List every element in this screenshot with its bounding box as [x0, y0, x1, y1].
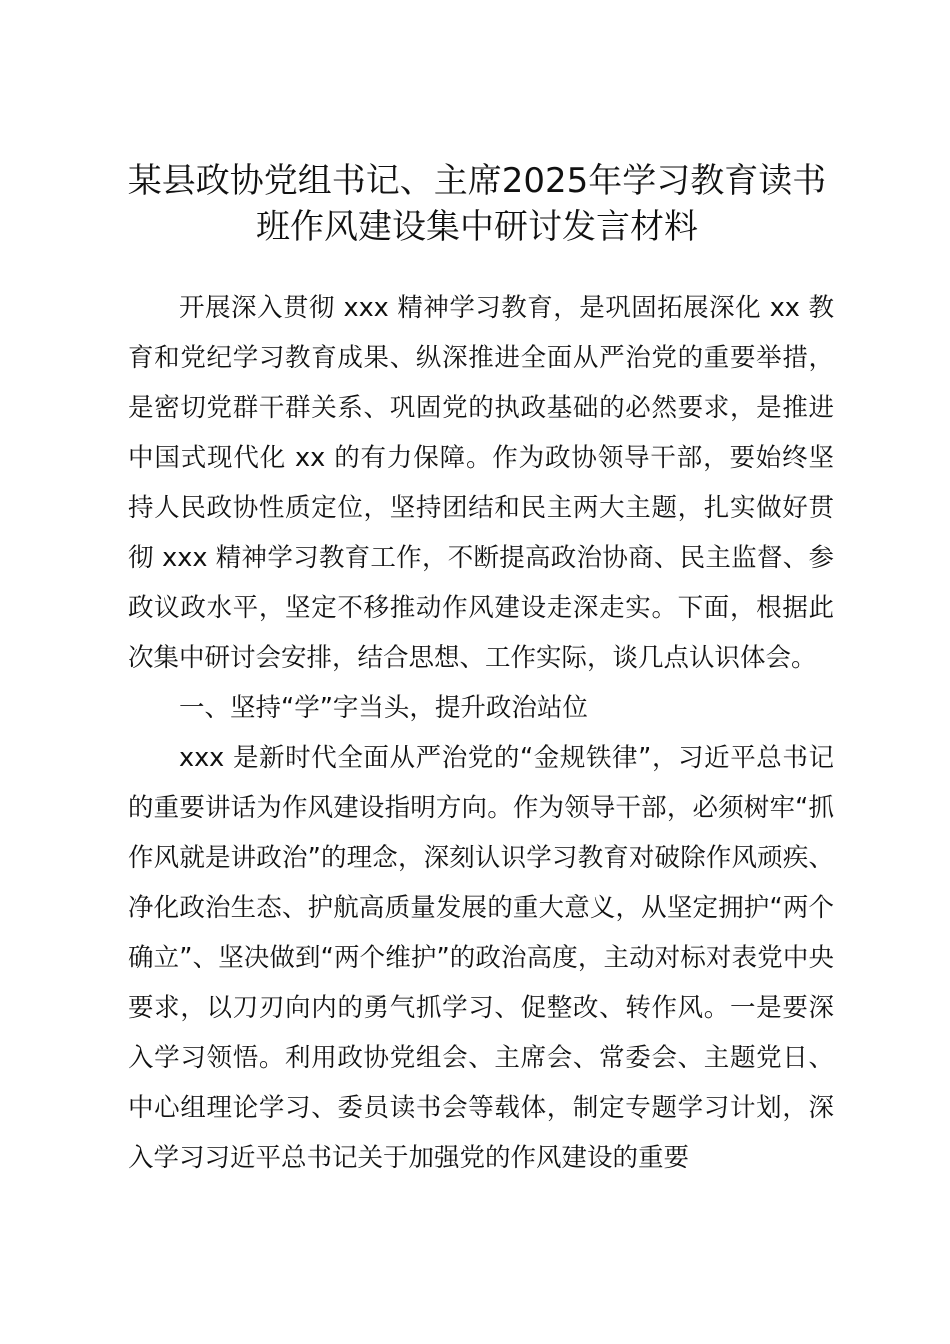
document-body	[128, 283, 834, 1183]
document-title: 某县政协党组书记、主席2025年学习教育读书班作风建设集中研讨发言材料	[127, 161, 827, 247]
section-heading-1: 一、坚持“学”字当头，提升政治站位	[179, 693, 588, 723]
paragraph-section-1: xxx 是新时代全面从严治党的“金规铁律”，习近平总书记的重要讲话为作风建设指明方向。作为领导干部，必须树牢“抓作风就是讲政治”的理念，深刻认识学习教育对破除作风顽疾、净化政治生态、护航高质量发展的重大意义，从坚定拥护“两个确立”、坚决做到“两个维护”的政治高度，主动对标对表党中央要求，以刀刃向内的勇气抓学习、促整改、转作风。一是要深入学习领悟。利用政协党组会、主席会、常委会、主题党日、中心组理论学习、委员读书会等载体，制定专题学习计划，深入学习习近平总书记关于加强党的作风建设的重要	[128, 743, 834, 1173]
paragraph-intro: 开展深入贯彻 xxx 精神学习教育，是巩固拓展深化 xx 教育和党纪学习教育成果、纵深推进全面从严治党的重要举措，是密切党群干群关系、巩固党的执政基础的必然要求，是推进中国式现代化 xx 的有力保障。作为政协领导干部，要始终坚持人民政协性质定位，坚持团结和民主两大主题，扎实做好贯彻 xxx 精神学习教育工作，不断提高政治协商、民主监督、参政议政水平，坚定不移推动作风建设走深走实。下面，根据此次集中研讨会安排，结合思想、工作实际，谈几点认识体会。	[128, 293, 834, 673]
